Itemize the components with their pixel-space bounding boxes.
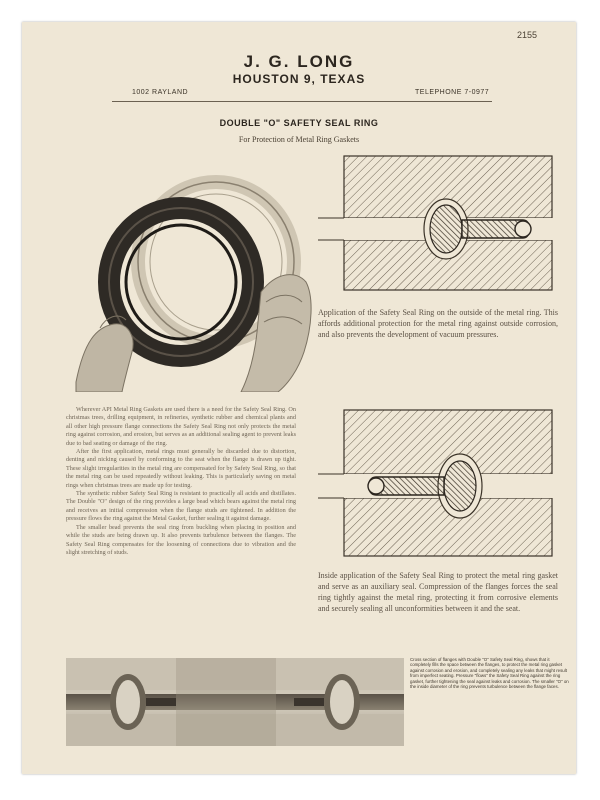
outside-application-caption: Application of the Safety Seal Ring on the outside of the metal ring. This affords additional protection for the metal ring against outside corrosion, and also prevents the development of vacuum pressures. (318, 308, 558, 339)
company-name: J. G. LONG (243, 52, 355, 71)
company-telephone: TELEPHONE 7-0977 (415, 89, 490, 96)
article-title: DOUBLE "O" SAFETY SEAL RING (219, 118, 379, 128)
catalog-page (22, 22, 576, 774)
company-city: HOUSTON 9, TEXAS (232, 72, 366, 86)
inside-seal-diagram (318, 408, 558, 558)
body-text (66, 406, 296, 557)
body-paragraph: After the first application, metal rings must generally be discarded due to distortion, denting and nicking caused by conforming to the seat when the flange is drawn up tight. These slight irregularities in the metal ring are compensated for by Safety Seal Ring, so that the metal ring can be used repeatedly without leaking. This is particularly saving on metal rings when christmas trees are made up for testing. (66, 448, 296, 489)
body-paragraph: The smaller bead prevents the seal ring from buckling when placing in position and while the studs are being drawn up. It also prevents turbulence between the flanges. The Safety Seal Ring compensates for the loosening of connections due to vibration and the slight stretching of studs. (66, 523, 296, 556)
inside-application-caption: Inside application of the Safety Seal Ring to protect the metal ring gasket and serve as an auxiliary seal. Compression of the flanges forces the seal ring tightly against the metal ring, protecting it from corrosive elements and securely sealing all unconformities between it and the seat. (318, 571, 558, 613)
page-number: 2155 (517, 30, 538, 40)
header-divider (112, 101, 492, 102)
outside-seal-diagram (318, 154, 558, 294)
article-subtitle: For Protection of Metal Ring Gaskets (238, 135, 360, 144)
company-address: 1002 RAYLAND (132, 89, 189, 96)
cross-section-caption: Cross section of flanges with Double "O" Safety Seal Ring, shows that it completely fills the space between the flanges, to protect the metal ring gasket against corrosion and erosion, and completely sealing any leaks that might result from imperfect seating. Pressure "flows" the Safety Seal Ring against the ring gasket, further tightening the seal against leaks and corrosion. The smaller "O" on the inside diameter of the ring prevents turbulence between the flange faces. (410, 657, 569, 690)
body-paragraph: Wherever API Metal Ring Gaskets are used there is a need for the Safety Seal Ring. On christmas trees, drilling equipment, in refineries, synthetic rubber and chemical plants and all other high pressure flange connections the Safety Seal Ring not only protects the metal ring against corrosion, and erosion, but serves as an additional sealing agent to prevent leaks due to bad seating or damage of the ring. (66, 406, 296, 447)
body-paragraph: The synthetic rubber Safety Seal Ring is resistant to practically all acids and distillates. The Double "O" design of the ring provides a large bead which bears against the metal ring and receives an initial compression when the flange studs are tightened. In addition the pressure flows the ring against the Metal Gasket, further sealing it against damage. (66, 490, 296, 523)
seal-ring-photo (66, 152, 316, 392)
flange-cross-section-photo (66, 658, 404, 746)
